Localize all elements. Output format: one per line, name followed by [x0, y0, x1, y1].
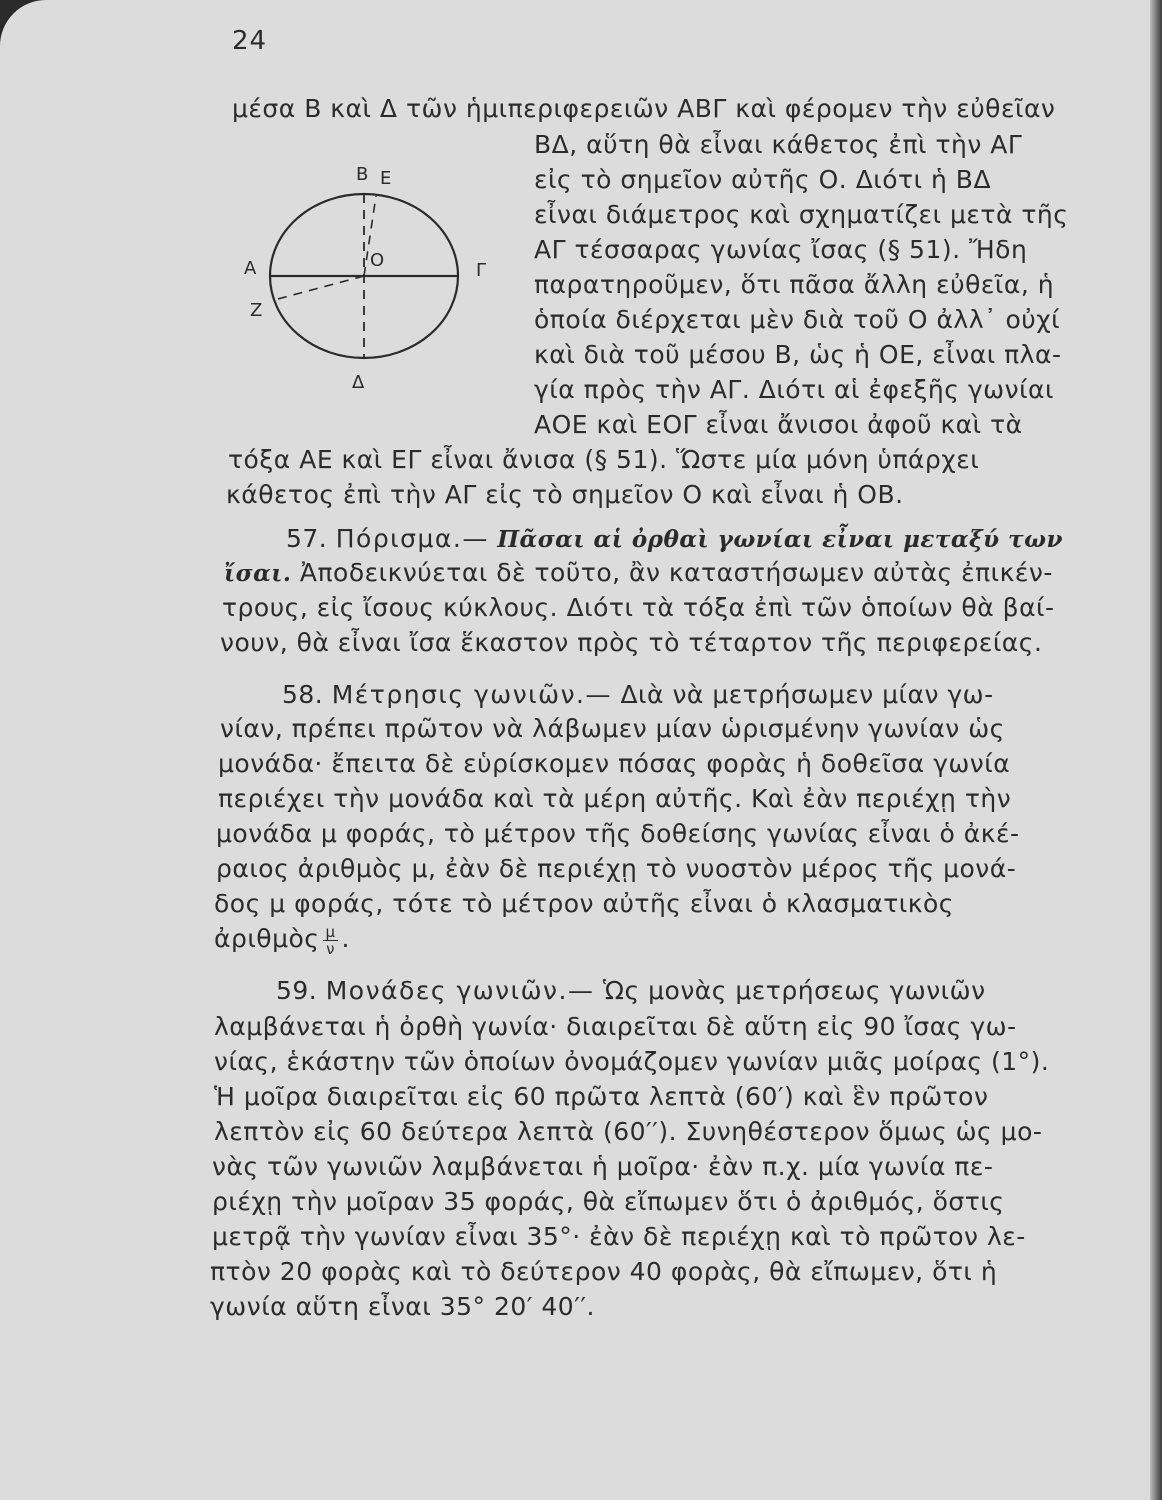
text-line: κάθετος ἐπὶ τὴν ΑΓ εἰς τὸ σημεῖον Ο καὶ εἶναι ἡ ΟΒ.	[226, 480, 904, 509]
text-line: τρους, εἰς ἴσους κύκλους. Διότι τὰ τόξα ἐπὶ τῶν ὁποίων θὰ βαί-	[222, 593, 1055, 622]
text-line: νουν, θὰ εἶναι ἴσα ἕκαστον πρὸς τὸ τέταρτον τῆς περιφερείας.	[220, 628, 1043, 657]
text-line: παρατηροῦμεν, ὅτι πᾶσα ἄλλη εὐθεῖα, ἡ	[534, 270, 1055, 299]
label-B: Β	[356, 164, 369, 185]
section-59-heading-line	[276, 974, 986, 1008]
section-57-number: 57.	[286, 524, 328, 553]
section-58-last-prefix: ἀριθμὸς	[214, 924, 320, 953]
section-59-title: Μονάδες γωνιῶν.—	[325, 976, 595, 1005]
section-57-statement: Πᾶσαι αἱ ὀρθαὶ γωνίαι εἶναι μεταξύ των	[497, 526, 1063, 553]
text-line	[224, 556, 1053, 591]
page-edge-shadow	[1150, 0, 1162, 1500]
section-57-heading-line	[286, 522, 1063, 557]
label-Z: Ζ	[250, 300, 263, 321]
text-line: περιέχει τὴν μονάδα καὶ τὰ μέρη αὐτῆς. Καὶ ἐὰν περιέχῃ τὴν	[218, 784, 1012, 813]
text-line: εἰς τὸ σημεῖον αὐτῆς Ο. Διότι ἡ ΒΔ	[534, 165, 992, 194]
text-line: μέσα Β καὶ Δ τῶν ἡμιπεριφερειῶν ΑΒΓ καὶ φέρομεν τὴν εὐθεῖαν	[232, 94, 1056, 123]
text-line: εἶναι διάμετρος καὶ σχηματίζει μετὰ τῆς	[534, 200, 1069, 229]
section-57-statement-cont: ἴσαι.	[224, 560, 292, 587]
text-line: λεπτὸν εἰς 60 δεύτερα λεπτὰ (60′′). Συνηθέστερον ὅμως ὡς μο-	[214, 1117, 1043, 1146]
text-line: μετρᾷ τὴν γωνίαν εἶναι 35°· ἐὰν δὲ περιέχῃ καὶ τὸ πρῶτον λε-	[212, 1222, 1026, 1251]
circle-figure	[236, 158, 506, 408]
text-line: ὁποία διέρχεται μὲν διὰ τοῦ Ο ἀλλ᾽ οὐχί	[534, 305, 1061, 334]
fraction-mu-over-nu	[323, 924, 337, 957]
section-59-text: Ὡς μονὰς μετρήσεως γωνιῶν	[602, 976, 986, 1005]
text-line	[214, 922, 350, 957]
label-O: Ο	[370, 250, 385, 271]
label-D: Δ	[352, 372, 365, 393]
text-line: πτὸν 20 φορὰς καὶ τὸ δεύτερον 40 φορὰς, θὰ εἴπωμεν, ὅτι ἡ	[210, 1257, 998, 1286]
label-A: Α	[244, 258, 257, 279]
text-line: νίαν, πρέπει πρῶτον νὰ λάβωμεν μίαν ὡρισμένην γωνίαν ὡς	[220, 714, 1005, 743]
text-line: καὶ διὰ τοῦ μέσου Β, ὡς ἡ ΟΕ, εἶναι πλα-	[534, 340, 1062, 369]
text-line: λαμβάνεται ἡ ὀρθὴ γωνία· διαιρεῖται δὲ αὕτη εἰς 90 ἴσας γω-	[214, 1012, 1017, 1041]
text-line: δος μ φοράς, τότε τὸ μέτρον αὐτῆς εἶναι ὁ κλασματικὸς	[214, 889, 954, 918]
page-number: 24	[232, 26, 268, 56]
text-line: ΑΟΕ καὶ ΕΟΓ εἶναι ἄνισοι ἀφοῦ καὶ τὰ	[534, 410, 1023, 439]
label-E: Ε	[380, 168, 392, 189]
section-57-text: Ἀποδεικνύεται δὲ τοῦτο, ἂν καταστήσωμεν αὐτὰς ἐπικέν-	[299, 558, 1053, 587]
text-line: γία πρὸς τὴν ΑΓ. Διότι αἱ ἐφεξῆς γωνίαι	[534, 375, 1054, 404]
text-line: ΑΓ τέσσαρας γωνίας ἴσας (§ 51). Ἤδη	[534, 235, 1028, 264]
section-57-title: Πόρισμα.—	[335, 524, 489, 553]
section-59-number: 59.	[276, 976, 318, 1005]
fraction-numerator: μ	[325, 922, 336, 941]
section-58-heading-line	[282, 678, 994, 712]
section-58-title: Μέτρησις γωνιῶν.—	[331, 680, 612, 709]
text-line: Ἡ μοῖρα διαιρεῖται εἰς 60 πρῶτα λεπτὰ (60′) καὶ ἓν πρῶτον	[214, 1082, 989, 1111]
section-58-last-suffix: .	[341, 924, 350, 953]
text-line: μονάδα μ φοράς, τὸ μέτρον τῆς δοθείσης γωνίας εἶναι ὁ ἀκέ-	[216, 819, 1020, 848]
section-58-number: 58.	[282, 680, 324, 709]
text-line: ραιος ἀριθμὸς μ, ἐὰν δὲ περιέχῃ τὸ νυοστὸν μέρος τῆς μονά-	[216, 854, 1017, 883]
fraction-denominator: ν	[326, 939, 335, 958]
label-G: Γ	[476, 260, 487, 281]
text-line: γωνία αὕτη εἶναι 35° 20′ 40′′.	[210, 1292, 595, 1321]
text-line: τόξα ΑΕ καὶ ΕΓ εἶναι ἄνισα (§ 51). Ὥστε μία μόνη ὑπάρχει	[228, 445, 980, 474]
text-line: νίας, ἑκάστην τῶν ὁποίων ὀνομάζομεν γωνίαν μιᾶς μοίρας (1°).	[214, 1047, 1050, 1076]
text-line: μονάδα· ἔπειτα δὲ εὑρίσκομεν πόσας φορὰς ἡ δοθεῖσα γωνία	[218, 749, 1011, 778]
text-line: ΒΔ, αὕτη θὰ εἶναι κάθετος ἐπὶ τὴν ΑΓ	[534, 130, 1023, 159]
text-line: ριέχῃ τὴν μοῖραν 35 φοράς, θὰ εἴπωμεν ὅτι ὁ ἀριθμός, ὅστις	[212, 1187, 1005, 1216]
text-line: νὰς τῶν γωνιῶν λαμβάνεται ἡ μοῖρα· ἐὰν π.χ. μία γωνία πε-	[212, 1152, 994, 1181]
section-58-text: Διὰ νὰ μετρήσωμεν μίαν γω-	[620, 680, 994, 709]
